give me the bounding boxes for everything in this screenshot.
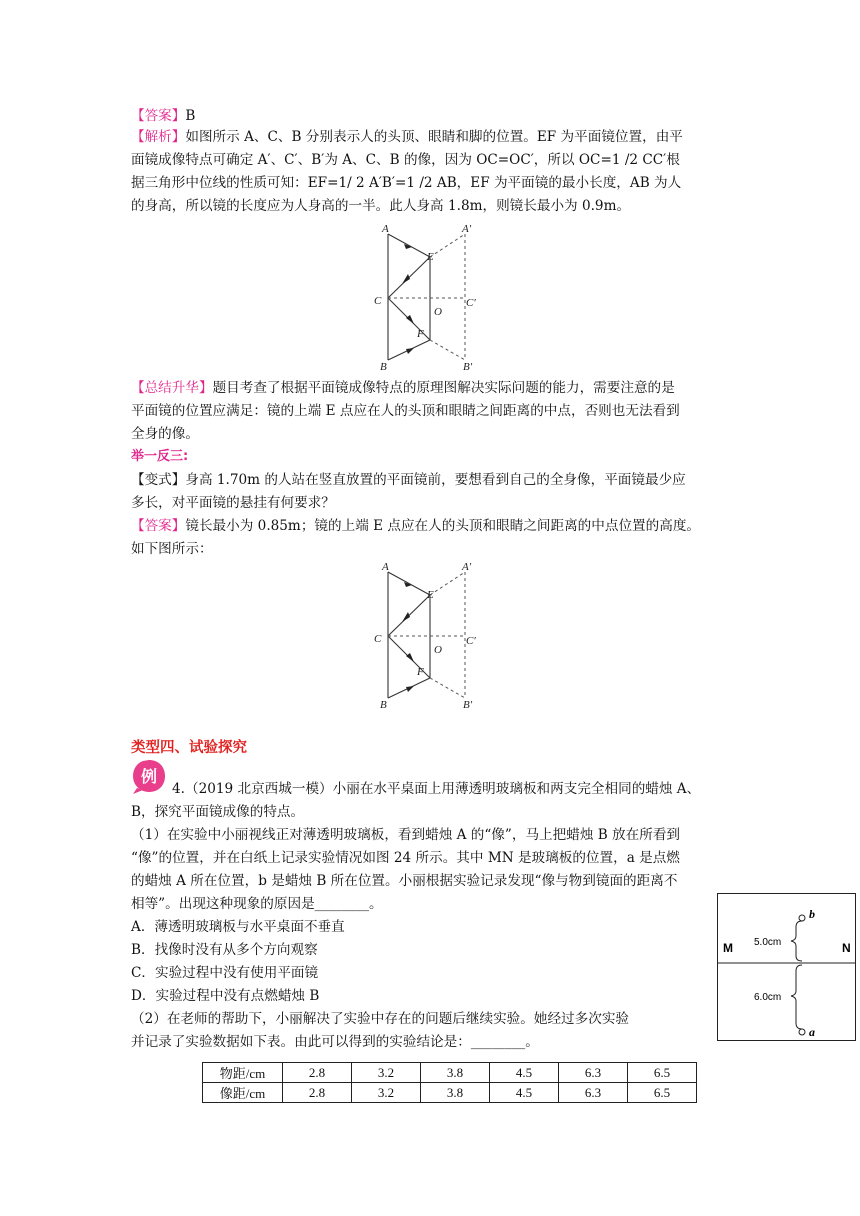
section-title: 类型四、试验探究 [131, 740, 247, 756]
label-top-distance: 5.0cm [754, 937, 782, 948]
row-label: 物距/cm [203, 1063, 283, 1083]
part1-line-3: 的蜡烛 A 所在位置，b 是蜡烛 B 所在位置。小丽根据实验记录发现“像与物到镜面的距离不 [131, 873, 678, 889]
example-badge-icon [131, 758, 167, 794]
table-cell: 2.8 [283, 1083, 352, 1103]
point-b [799, 915, 805, 921]
table-row [203, 1063, 697, 1083]
label-O: O [434, 306, 442, 318]
label-B-prime: B′ [463, 361, 473, 372]
label-C: C [374, 295, 382, 307]
summary-line-2: 平面镜的位置应满足：镜的上端 E 点应在人的头顶和眼睛之间距离的中点，否则也无法看到 [131, 403, 680, 419]
label-O: O [434, 644, 442, 656]
summary-line-3: 全身的像。 [131, 426, 199, 442]
option-a: A．薄透明玻璃板与水平桌面不垂直 [131, 919, 345, 935]
summary-text-1: 题目考查了根据平面镜成像特点的原理图解决实际问题的能力，需要注意的是 [212, 380, 675, 396]
answer2-line-1 [131, 516, 700, 536]
analysis-tag: 【解析】 [131, 129, 186, 145]
table-cell: 6.3 [559, 1063, 628, 1083]
label-B: B [380, 699, 387, 710]
table-cell: 6.5 [628, 1063, 697, 1083]
label-E: E [427, 251, 434, 263]
option-b: B．找像时没有从多个方向观察 [131, 942, 318, 958]
analysis-line-1 [131, 127, 683, 147]
table-cell: 3.2 [352, 1063, 421, 1083]
analysis-text-1: 如图所示 A、C、B 分别表示人的头顶、眼睛和脚的位置。EF 为平面镜位置，由平 [185, 129, 683, 145]
variant-tag: 【变式】 [131, 472, 186, 488]
table-cell: 6.3 [559, 1083, 628, 1103]
table-cell: 2.8 [283, 1063, 352, 1083]
label-b: b [809, 907, 815, 921]
answer-text: B [185, 108, 196, 124]
label-C: C [374, 633, 382, 645]
variant-line-1 [131, 470, 686, 490]
answer2-text-1: 镜长最小为 0.85m；镜的上端 E 点应在人的头顶和眼睛之间距离的中点位置的高度。 [185, 518, 701, 534]
answer2-tag: 【答案】 [131, 518, 186, 534]
part1-line-2: “像”的位置，并在白纸上记录实验情况如图 24 所示。其中 MN 是玻璃板的位置，a 是点燃 [131, 850, 680, 866]
answer-tag: 【答案】 [131, 108, 186, 124]
label-C-prime: C′ [466, 297, 476, 309]
label-E: E [427, 589, 434, 601]
summary-line-1 [131, 378, 675, 398]
label-a: a [809, 1025, 815, 1039]
label-N: N [842, 941, 851, 955]
question-line-2: B，探究平面镜成像的特点。 [131, 804, 305, 820]
label-F: F [417, 328, 424, 340]
summary-tag: 【总结升华】 [131, 380, 213, 396]
part2-line-1: （2）在老师的帮助下，小丽解决了实验中存在的问题后继续实验。她经过多次实验 [131, 1011, 630, 1027]
figure-24-diagram [718, 894, 855, 1040]
part1-line-1: （1）在实验中小丽视线正对薄透明玻璃板，看到蜡烛 A 的“像”，马上把蜡烛 B 放在所看到 [131, 827, 681, 843]
distance-table [202, 1062, 697, 1103]
table-row [203, 1083, 697, 1103]
label-A: A [382, 561, 389, 573]
analysis-line-4: 的身高，所以镜的长度应为人身高的一半。此人身高 1.8m，则镜长最小为 0.9m。 [131, 198, 631, 214]
answer2-line-2: 如下图所示： [131, 541, 213, 557]
practice-heading: 举一反三: [131, 449, 189, 464]
mirror-diagram-1 [370, 222, 500, 372]
row-label: 像距/cm [203, 1083, 283, 1103]
label-A-prime: A′ [462, 561, 472, 573]
table-cell: 4.5 [490, 1063, 559, 1083]
point-a [799, 1029, 805, 1035]
part1-line-4: 相等”。出现这种现象的原因是________。 [131, 896, 383, 912]
label-bottom-distance: 6.0cm [754, 992, 782, 1003]
answer-line [131, 106, 195, 126]
question-line-1: 4.（2019 北京西城一模）小丽在水平桌面上用薄透明玻璃板和两支完全相同的蜡烛 A、 [172, 781, 701, 797]
part2-line-2: 并记录了实验数据如下表。由此可以得到的实验结论是：________。 [131, 1034, 539, 1050]
label-A-prime: A′ [462, 223, 472, 235]
table-cell: 4.5 [490, 1083, 559, 1103]
option-c: C．实验过程中没有使用平面镜 [131, 965, 319, 981]
label-B-prime: B′ [463, 699, 473, 710]
table-cell: 3.8 [421, 1063, 490, 1083]
badge-char: 例 [140, 767, 158, 786]
label-A: A [382, 223, 389, 235]
label-F: F [417, 666, 424, 678]
analysis-line-3: 据三角形中位线的性质可知：EF=1/ 2 A′B′=1 /2 AB，EF 为平面镜的最小长度，AB 为人 [131, 175, 682, 191]
label-M: M [723, 941, 733, 955]
option-d: D．实验过程中没有点燃蜡烛 B [131, 988, 320, 1004]
label-C-prime: C′ [466, 635, 476, 647]
label-B: B [380, 361, 387, 372]
table-cell: 6.5 [628, 1083, 697, 1103]
variant-line-2: 多长，对平面镜的悬挂有何要求？ [131, 495, 335, 511]
table-cell: 3.8 [421, 1083, 490, 1103]
analysis-line-2: 面镜成像特点可确定 A′、C′、B′为 A、C、B 的像，因为 OC=OC′，所以 OC=1 /2 CC′根 [131, 152, 680, 168]
variant-text-1: 身高 1.70m 的人站在竖直放置的平面镜前，要想看到自己的全身像，平面镜最少应 [185, 472, 686, 488]
figure-24-panel [717, 893, 856, 1041]
mirror-diagram-2 [370, 560, 500, 710]
table-cell: 3.2 [352, 1083, 421, 1103]
